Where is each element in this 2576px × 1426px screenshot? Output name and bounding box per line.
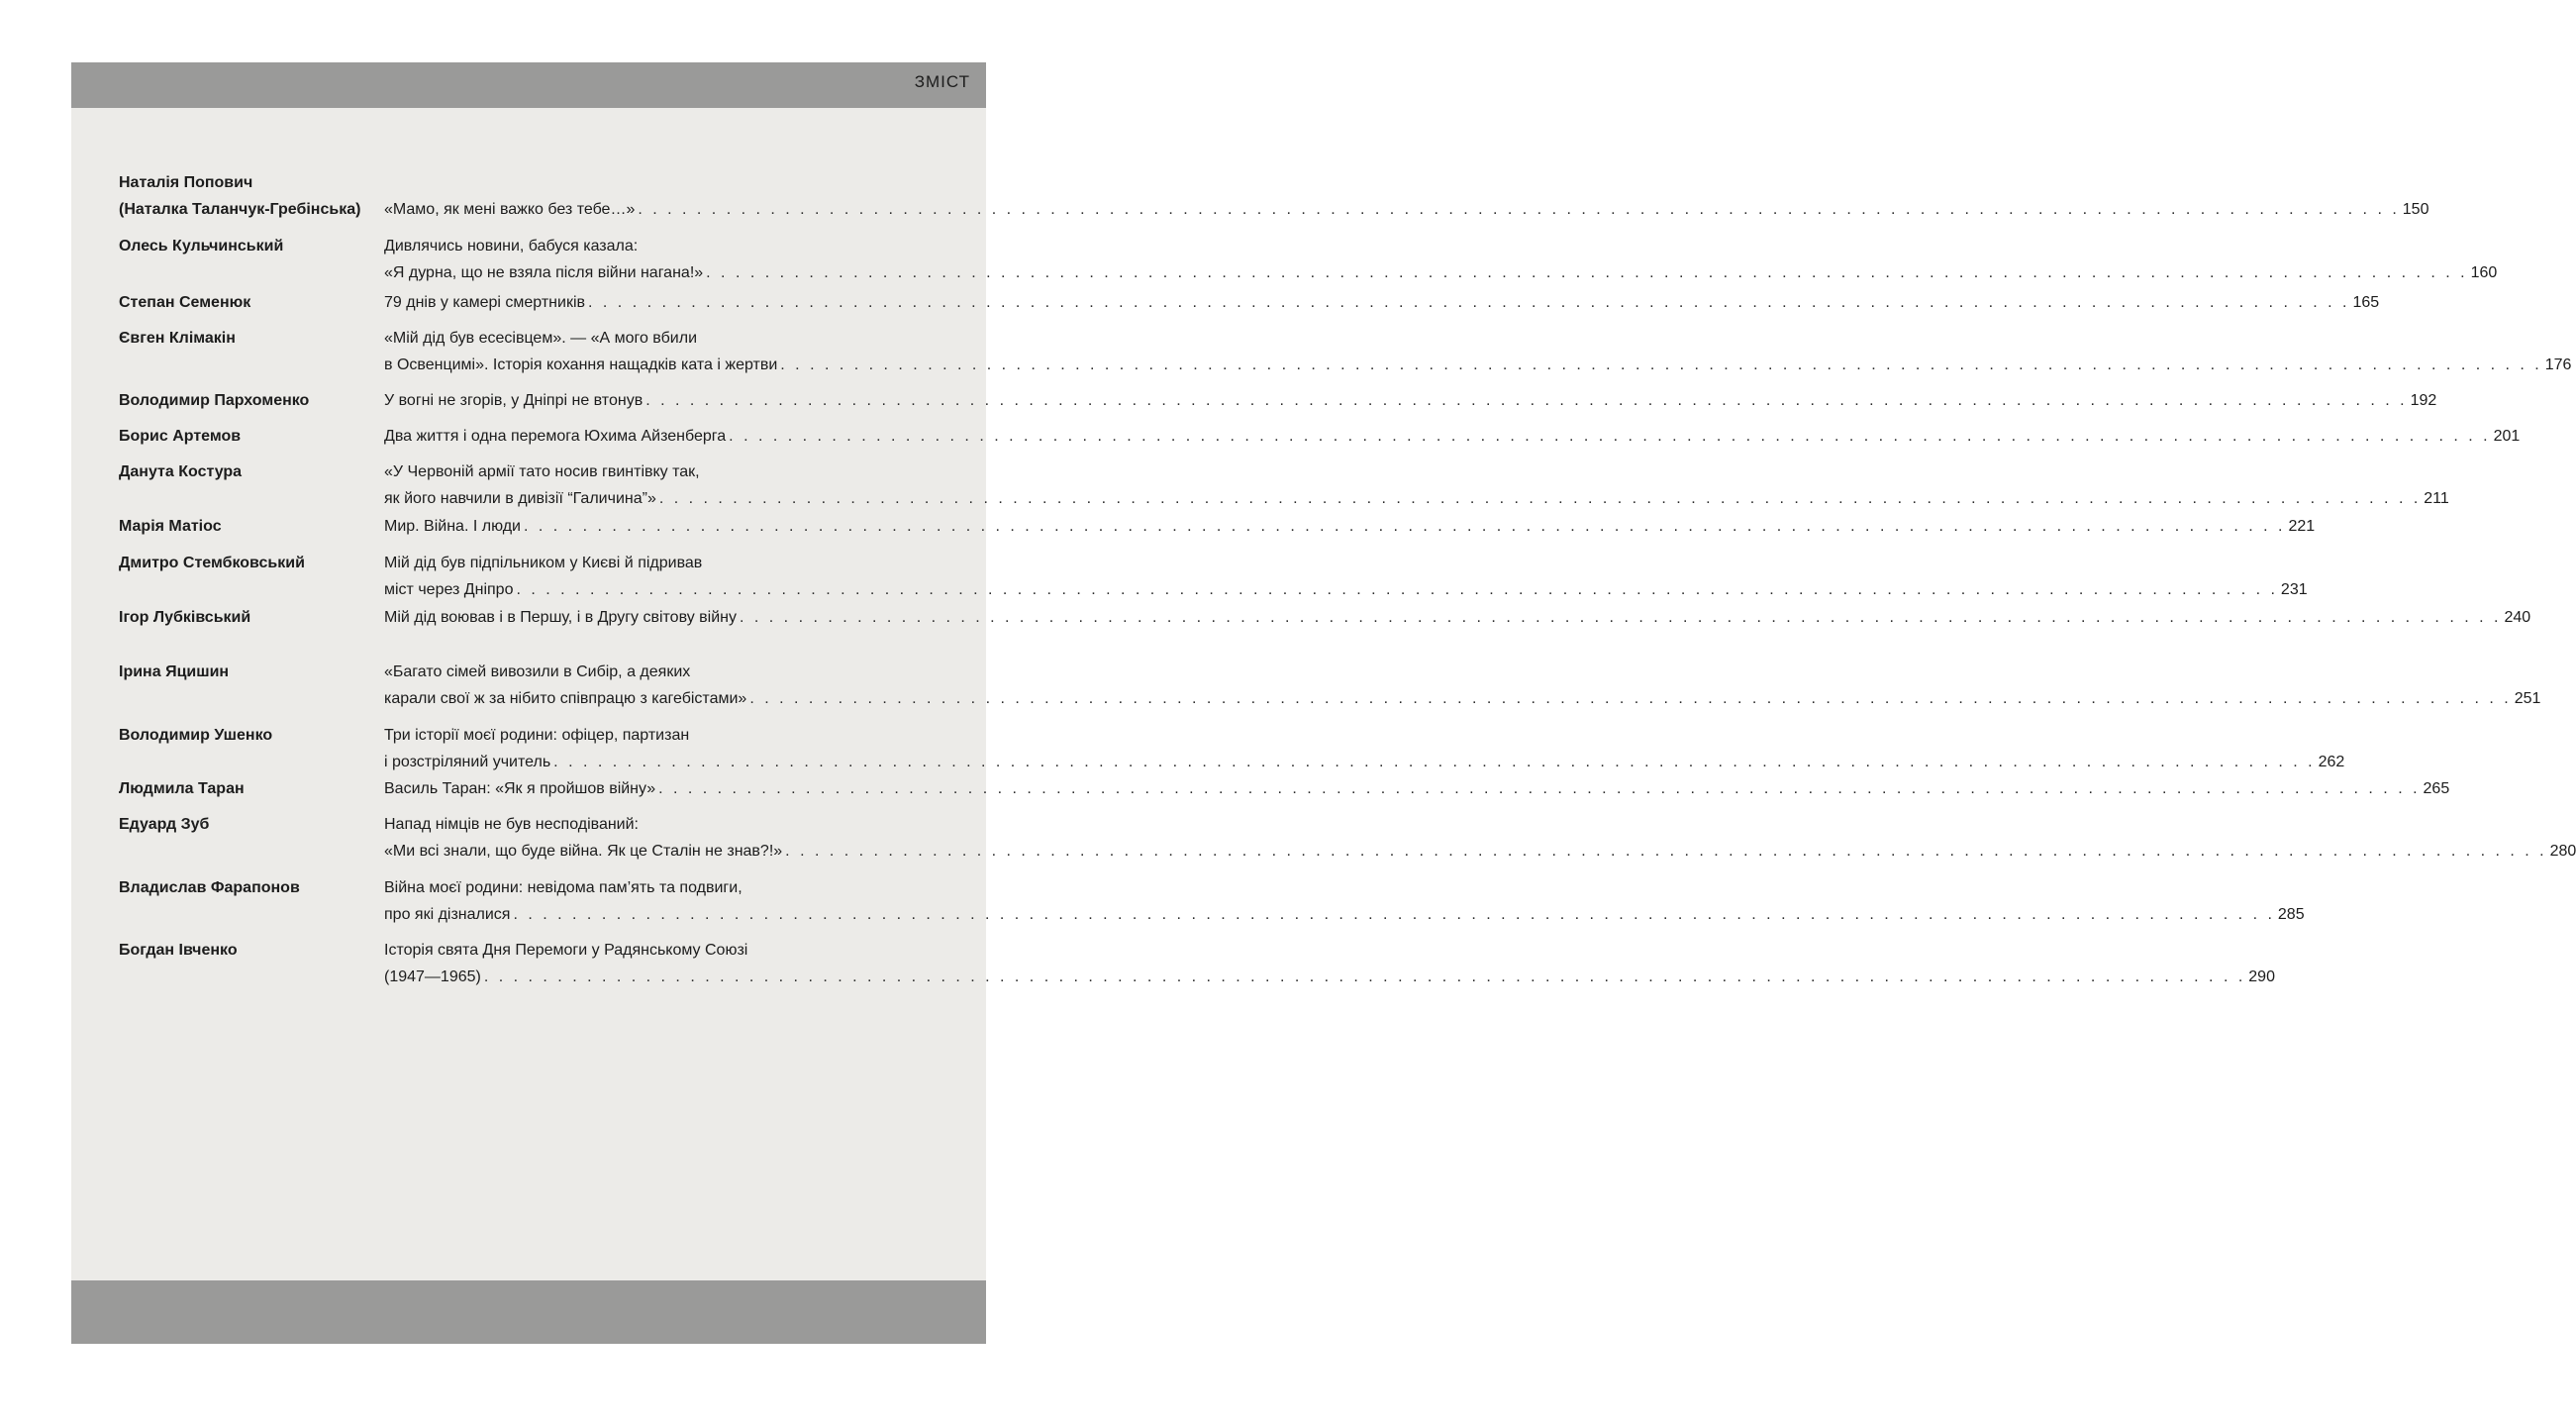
- dot-leader: . . . . . . . . . . . . . . . . . . . . . . . . . . . . . . . . . . . . . . . . . . . . . . . . . . . . . . . . . . . . . . . . . . . . . . . . . . . . . . . . . . . . . . . . . . . . . . . . . . . . . . . . . . . . . . . . . . . . . . . .: [513, 906, 2275, 923]
- title-last-line: [384, 901, 2305, 928]
- author-line: Володимир Пархоменко: [119, 392, 310, 409]
- title-last-line: [384, 387, 2437, 414]
- author-line: Людмила Таран: [119, 780, 245, 797]
- book-page: [71, 62, 2576, 1344]
- title-line: Війна моєї родини: невідома пам’ять та подвиги,: [384, 879, 743, 896]
- author-line: Ірина Яцишин: [119, 663, 230, 680]
- dot-leader: . . . . . . . . . . . . . . . . . . . . . . . . . . . . . . . . . . . . . . . . . . . . . . . . . . . . . . . . . . . . . . . . . . . . . . . . . . . . . . . . . . . . . . . . . . . . . . . . . . . . . . . . . . . . . . . . . . . . . . . .: [749, 690, 2512, 707]
- entry-title: [384, 604, 2531, 631]
- title-last-line: [384, 604, 2531, 631]
- title-line: Мій дід був підпільником у Києві й підривав: [384, 555, 703, 571]
- page-number: 192: [2410, 392, 2437, 409]
- title-line: в Освенцимі». Історія кохання нащадків ката і жертви: [384, 356, 778, 373]
- dot-leader: . . . . . . . . . . . . . . . . . . . . . . . . . . . . . . . . . . . . . . . . . . . . . . . . . . . . . . . . . . . . . . . . . . . . . . . . . . . . . . . . . . . . . . . . . . . . . . . . . . . . . . . . . . . . . . . . . . . . . . . .: [524, 518, 2286, 535]
- title-line: Василь Таран: «Як я пройшов війну»: [384, 780, 656, 797]
- author-line: Володимир Ушенко: [119, 727, 273, 744]
- page-number: 176: [2544, 356, 2572, 373]
- title-line: і розстріляний учитель: [384, 754, 551, 770]
- entry-author: [119, 169, 384, 223]
- title-last-line: [384, 289, 2380, 316]
- author-line: (Наталка Таланчук-Гребінська): [119, 201, 361, 218]
- title-line: Два життя і одна перемога Юхима Айзенберга: [384, 428, 727, 445]
- entry-author: [119, 423, 384, 450]
- entry-author: [119, 775, 384, 802]
- page-number: 231: [2280, 581, 2308, 598]
- author-line: Євген Клімакін: [119, 330, 236, 347]
- dot-leader: . . . . . . . . . . . . . . . . . . . . . . . . . . . . . . . . . . . . . . . . . . . . . . . . . . . . . . . . . . . . . . . . . . . . . . . . . . . . . . . . . . . . . . . . . . . . . . . . . . . . . . . . . . . . . . . . . . . . . . . .: [740, 609, 2502, 626]
- title-line: Напад німців не був несподіваний:: [384, 816, 639, 833]
- section-title: ЗМІСТ: [914, 72, 970, 91]
- dot-leader: . . . . . . . . . . . . . . . . . . . . . . . . . . . . . . . . . . . . . . . . . . . . . . . . . . . . . . . . . . . . . . . . . . . . . . . . . . . . . . . . . . . . . . . . . . . . . . . . . . . . . . . . . . . . . . . . . . . . . . . .: [483, 968, 2246, 985]
- title-line: Дивлячись новини, бабуся казала:: [384, 238, 639, 255]
- entry-title: [384, 513, 2316, 540]
- title-last-line: [384, 685, 2541, 712]
- page-number: 211: [2424, 490, 2449, 507]
- title-last-line: [384, 838, 2576, 865]
- header-bar: [71, 62, 986, 108]
- entry-author: [119, 811, 384, 838]
- page-number: 221: [2288, 518, 2316, 535]
- dot-leader: . . . . . . . . . . . . . . . . . . . . . . . . . . . . . . . . . . . . . . . . . . . . . . . . . . . . . . . . . . . . . . . . . . . . . . . . . . . . . . . . . . . . . . . . . . . . . . . . . . . . . . . . . . . . . . . . . . . . . . . .: [516, 581, 2278, 598]
- page-number: 165: [2352, 294, 2380, 311]
- title-line: «Мій дід був есесівцем». — «А мого вбили: [384, 330, 697, 347]
- entry-title: [384, 233, 2498, 286]
- author-line: Марія Матіос: [119, 518, 222, 535]
- entry-author: [119, 722, 384, 749]
- title-line: 79 днів у камері смертників: [384, 294, 586, 311]
- author-line: Олесь Кульчинський: [119, 238, 284, 255]
- title-line: Історія свята Дня Перемоги у Радянському Союзі: [384, 942, 748, 959]
- title-last-line: [384, 196, 2429, 223]
- author-line: Богдан Івченко: [119, 942, 238, 959]
- title-last-line: [384, 485, 2449, 512]
- entry-title: [384, 659, 2541, 712]
- title-line: Мир. Війна. І люди: [384, 518, 521, 535]
- page-number: 240: [2504, 609, 2531, 626]
- dot-leader: . . . . . . . . . . . . . . . . . . . . . . . . . . . . . . . . . . . . . . . . . . . . . . . . . . . . . . . . . . . . . . . . . . . . . . . . . . . . . . . . . . . . . . . . . . . . . . . . . . . . . . . . . . . . . . . . . . . . . . . .: [658, 490, 2422, 507]
- page-number: 150: [2402, 201, 2429, 218]
- author-line: Данута Костура: [119, 463, 243, 480]
- page-number: 160: [2470, 264, 2498, 281]
- dot-leader: . . . . . . . . . . . . . . . . . . . . . . . . . . . . . . . . . . . . . . . . . . . . . . . . . . . . . . . . . . . . . . . . . . . . . . . . . . . . . . . . . . . . . . . . . . . . . . . . . . . . . . . . . . . . . . . . . . . . . . . .: [588, 294, 2350, 311]
- author-line: Степан Семенюк: [119, 294, 251, 311]
- page-number: 290: [2248, 968, 2275, 985]
- title-line: Три історії моєї родини: офіцер, партизан: [384, 727, 690, 744]
- entry-author: [119, 325, 384, 352]
- title-line: міст через Дніпро: [384, 581, 514, 598]
- entry-title: [384, 775, 2450, 802]
- author-line: Наталія Попович: [119, 174, 253, 191]
- page-number: 262: [2318, 754, 2345, 770]
- title-line: карали свої ж за нібито співпрацю з кагебістами»: [384, 690, 747, 707]
- footer-bar: [71, 1280, 986, 1344]
- dot-leader: . . . . . . . . . . . . . . . . . . . . . . . . . . . . . . . . . . . . . . . . . . . . . . . . . . . . . . . . . . . . . . . . . . . . . . . . . . . . . . . . . . . . . . . . . . . . . . . . . . . . . . . . . . . . . . . . . . . . . . . .: [780, 356, 2542, 373]
- dot-leader: . . . . . . . . . . . . . . . . . . . . . . . . . . . . . . . . . . . . . . . . . . . . . . . . . . . . . . . . . . . . . . . . . . . . . . . . . . . . . . . . . . . . . . . . . . . . . . . . . . . . . . . . . . . . . . . . . . . . . . . .: [729, 428, 2491, 445]
- title-line: як його навчили в дивізії “Галичина”»: [384, 490, 656, 507]
- entry-title: [384, 423, 2521, 450]
- entry-title: [384, 458, 2449, 512]
- entry-title: [384, 387, 2437, 414]
- entry-title: [384, 289, 2380, 316]
- page-number: 201: [2493, 428, 2521, 445]
- entry-author: [119, 550, 384, 576]
- entry-title: [384, 196, 2429, 223]
- entry-title: [384, 550, 2308, 603]
- page-number: 285: [2277, 906, 2305, 923]
- entry-author: [119, 659, 384, 685]
- title-last-line: [384, 749, 2345, 775]
- entry-author: [119, 604, 384, 631]
- title-last-line: [384, 352, 2572, 378]
- dot-leader: . . . . . . . . . . . . . . . . . . . . . . . . . . . . . . . . . . . . . . . . . . . . . . . . . . . . . . . . . . . . . . . . . . . . . . . . . . . . . . . . . . . . . . . . . . . . . . . . . . . . . . . . . . . . . . . . . . . . . . . .: [658, 780, 2421, 797]
- page-number: 251: [2514, 690, 2541, 707]
- dot-leader: . . . . . . . . . . . . . . . . . . . . . . . . . . . . . . . . . . . . . . . . . . . . . . . . . . . . . . . . . . . . . . . . . . . . . . . . . . . . . . . . . . . . . . . . . . . . . . . . . . . . . . . . . . . . . . . . . . . . . . . .: [553, 754, 2316, 770]
- title-last-line: [384, 259, 2498, 286]
- entry-author: [119, 289, 384, 316]
- entry-title: [384, 325, 2572, 378]
- title-line: Мій дід воював і в Першу, і в Другу світову війну: [384, 609, 737, 626]
- author-line: Дмитро Стембковський: [119, 555, 305, 571]
- entry-author: [119, 874, 384, 901]
- title-last-line: [384, 775, 2450, 802]
- title-last-line: [384, 513, 2316, 540]
- author-line: Едуард Зуб: [119, 816, 210, 833]
- entry-author: [119, 458, 384, 485]
- title-line: «Я дурна, що не взяла після війни нагана!»: [384, 264, 704, 281]
- title-line: «Багато сімей вивозили в Сибір, а деяких: [384, 663, 691, 680]
- entry-title: [384, 874, 2305, 928]
- entry-title: [384, 722, 2345, 775]
- title-line: «У Червоній армії тато носив гвинтівку так,: [384, 463, 700, 480]
- author-line: Ігор Лубківський: [119, 609, 251, 626]
- entry-title: [384, 937, 2275, 990]
- entry-author: [119, 387, 384, 414]
- dot-leader: . . . . . . . . . . . . . . . . . . . . . . . . . . . . . . . . . . . . . . . . . . . . . . . . . . . . . . . . . . . . . . . . . . . . . . . . . . . . . . . . . . . . . . . . . . . . . . . . . . . . . . . . . . . . . . . . . . . . . . . .: [706, 264, 2468, 281]
- title-last-line: [384, 423, 2521, 450]
- title-last-line: [384, 964, 2275, 990]
- title-line: «Ми всі знали, що буде війна. Як це Сталін не знав?!»: [384, 843, 783, 860]
- entry-author: [119, 233, 384, 259]
- dot-leader: . . . . . . . . . . . . . . . . . . . . . . . . . . . . . . . . . . . . . . . . . . . . . . . . . . . . . . . . . . . . . . . . . . . . . . . . . . . . . . . . . . . . . . . . . . . . . . . . . . . . . . . . . . . . . . . . . . . . . . . .: [638, 201, 2400, 218]
- title-line: «Мамо, як мені важко без тебе…»: [384, 201, 636, 218]
- entry-title: [384, 811, 2576, 865]
- title-line: У вогні не згорів, у Дніпрі не втонув: [384, 392, 644, 409]
- author-line: Владислав Фарапонов: [119, 879, 300, 896]
- page-number: 280: [2549, 843, 2576, 860]
- title-last-line: [384, 576, 2308, 603]
- page-number: 265: [2423, 780, 2450, 797]
- entry-author: [119, 513, 384, 540]
- author-line: Борис Артемов: [119, 428, 242, 445]
- title-line: про які дізналися: [384, 906, 511, 923]
- dot-leader: . . . . . . . . . . . . . . . . . . . . . . . . . . . . . . . . . . . . . . . . . . . . . . . . . . . . . . . . . . . . . . . . . . . . . . . . . . . . . . . . . . . . . . . . . . . . . . . . . . . . . . . . . . . . . . . . . . . . . . . .: [785, 843, 2547, 860]
- title-line: (1947—1965): [384, 968, 481, 985]
- entry-author: [119, 937, 384, 964]
- dot-leader: . . . . . . . . . . . . . . . . . . . . . . . . . . . . . . . . . . . . . . . . . . . . . . . . . . . . . . . . . . . . . . . . . . . . . . . . . . . . . . . . . . . . . . . . . . . . . . . . . . . . . . . . . . . . . . . . . . . . . . . .: [645, 392, 2408, 409]
